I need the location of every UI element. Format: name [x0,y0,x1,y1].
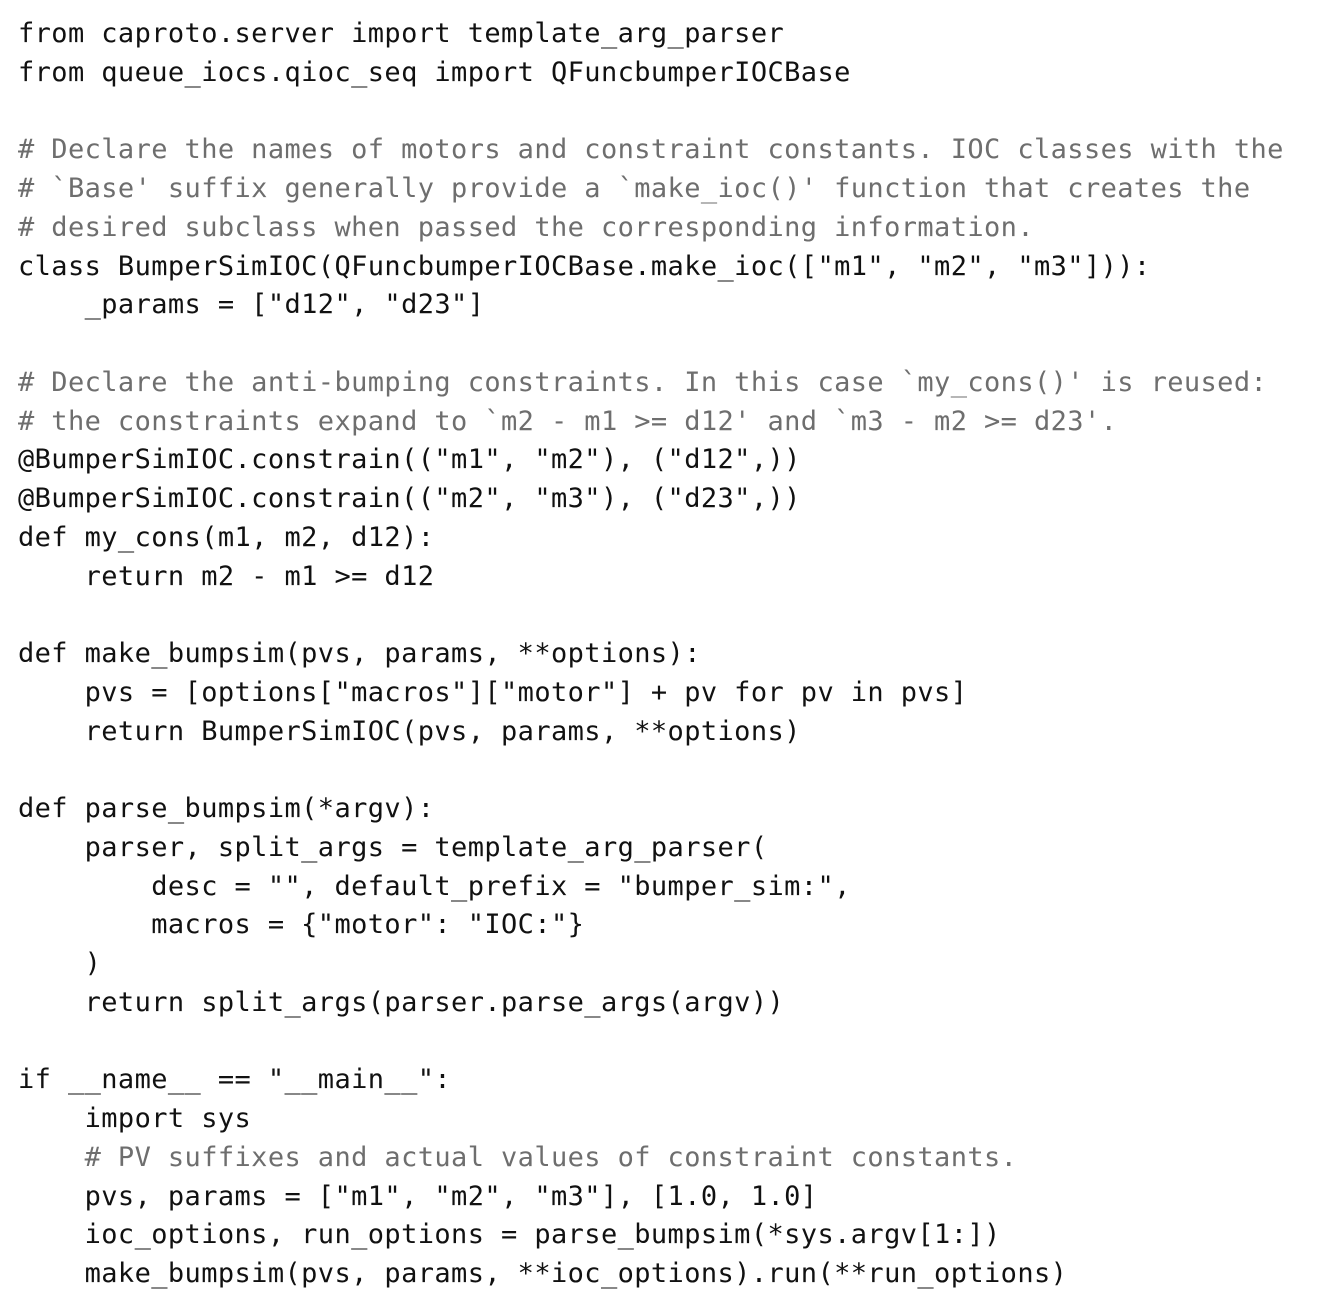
code-line: ) [18,948,102,979]
code-line: return BumperSimIOC(pvs, params, **options) [18,715,801,747]
comment-line: # the constraints expand to `m2 - m1 >= d12' and `m3 - m2 >= d23'. [18,405,1118,437]
code-line: from caproto.server import template_arg_parser [18,18,785,49]
code-line: desc = "", default_prefix = "bumper_sim:", [18,870,851,902]
code-line: import sys [18,1103,252,1134]
code-line: pvs, params = ["m1", "m2", "m3"], [1.0, 1.0] [18,1180,818,1212]
code-line: def my_cons(m1, m2, d12): [18,521,435,553]
code-listing [18,15,1284,1294]
blank-line [18,751,1284,790]
comment-line: # Declare the anti-bumping constraints. In this case `my_cons()' is reused: [18,366,1268,398]
code-line: return m2 - m1 >= d12 [18,560,435,592]
comment-line: # Declare the names of motors and constraint constants. IOC classes with the [18,134,1284,166]
code-line: return split_args(parser.parse_args(argv)) [18,986,785,1018]
code-line: ioc_options, run_options = parse_bumpsim(*sys.argv[1:]) [18,1219,1001,1251]
comment-line: # desired subclass when passed the corresponding information. [18,211,1034,243]
code-line: class BumperSimIOC(QFuncbumperIOCBase.make_ioc(["m1", "m2", "m3"])): [18,250,1151,282]
code-line: if __name__ == "__main__": [18,1064,452,1096]
blank-line [18,93,1284,132]
comment-line: # `Base' suffix generally provide a `make_ioc()' function that creates the [18,173,1251,204]
code-line: @BumperSimIOC.constrain(("m1", "m2"), ("d12",)) [18,444,801,476]
blank-line [18,596,1284,635]
blank-line [18,325,1284,364]
code-line: def make_bumpsim(pvs, params, **options): [18,638,701,669]
code-line: def parse_bumpsim(*argv): [18,793,435,824]
code-line: _params = ["d12", "d23"] [18,289,485,321]
comment-line: # PV suffixes and actual values of constraint constants. [18,1141,1018,1173]
blank-line [18,1023,1284,1062]
code-line: from queue_iocs.qioc_seq import QFuncbumperIOCBase [18,56,851,88]
code-line: make_bumpsim(pvs, params, **ioc_options).run(**run_options) [18,1258,1068,1289]
code-line: pvs = [options["macros"]["motor"] + pv for pv in pvs] [18,676,968,708]
code-line: @BumperSimIOC.constrain(("m2", "m3"), ("d23",)) [18,483,801,514]
code-line: parser, split_args = template_arg_parser( [18,831,768,863]
code-line: macros = {"motor": "IOC:"} [18,909,585,941]
